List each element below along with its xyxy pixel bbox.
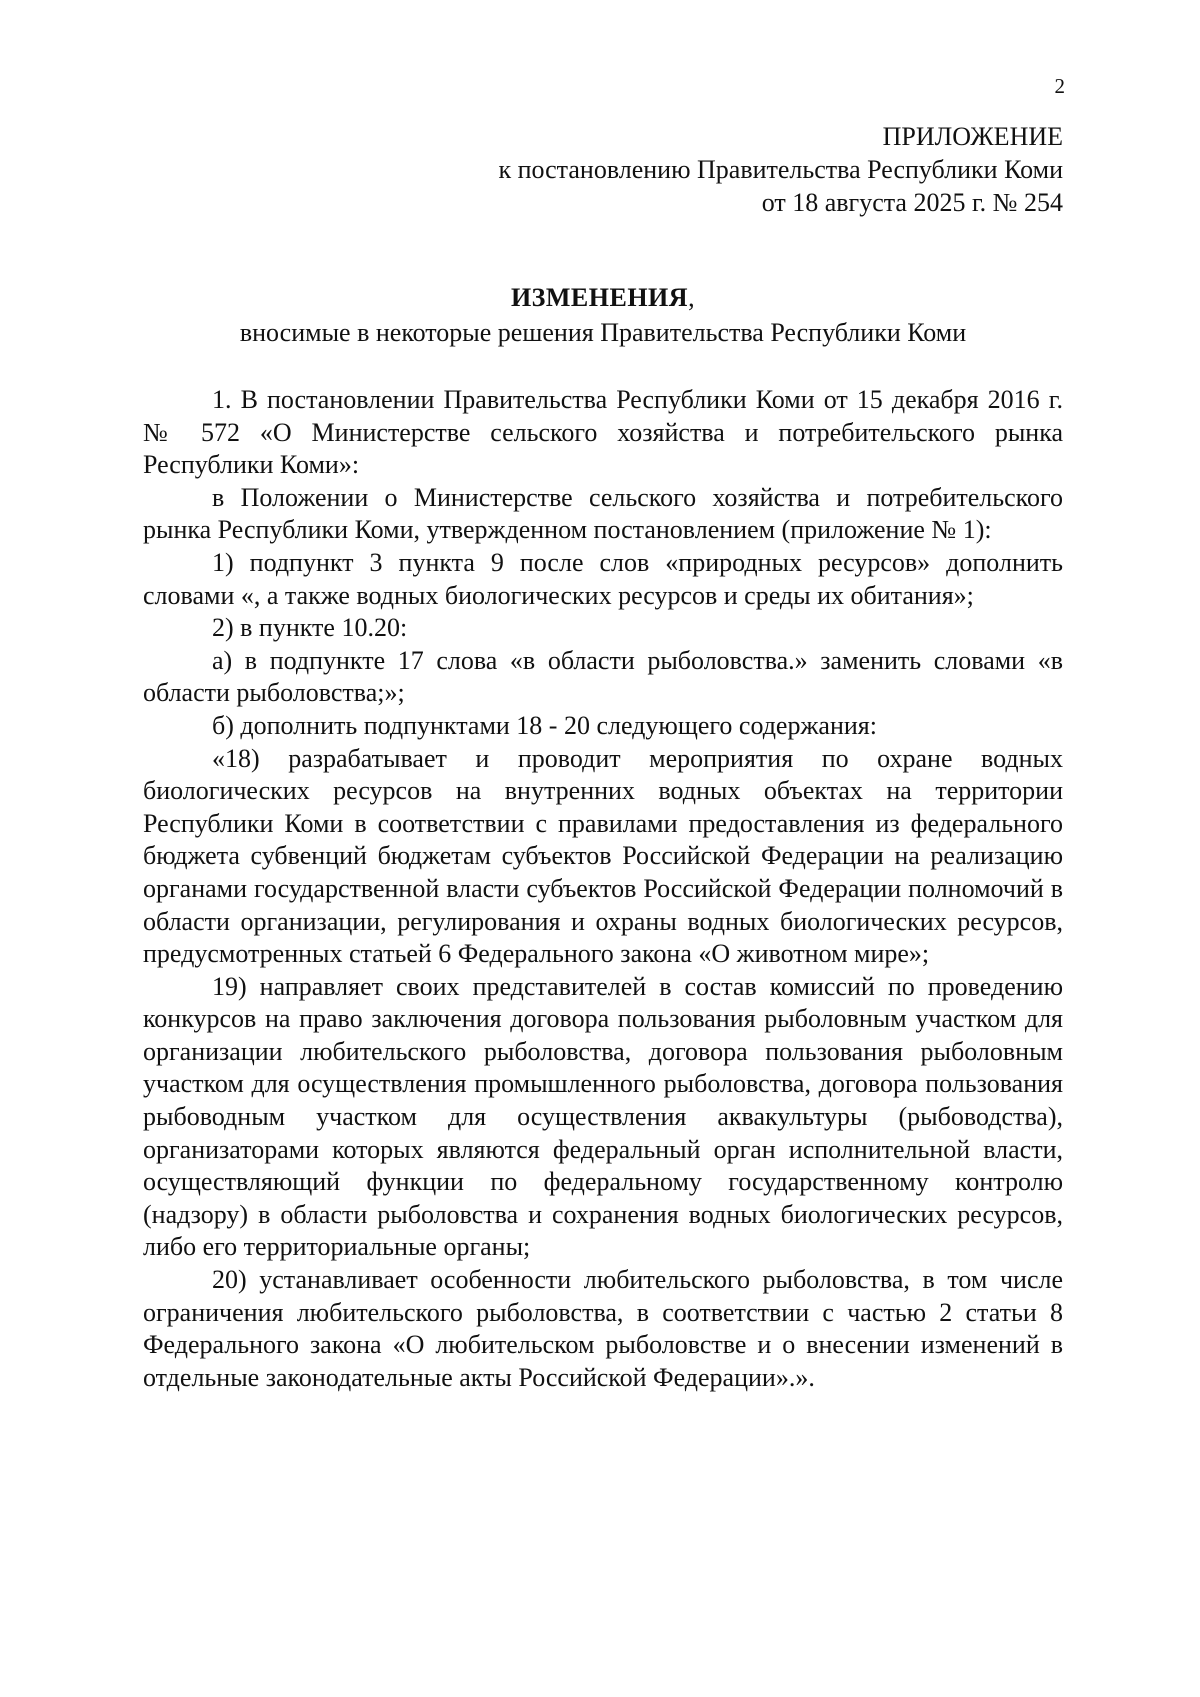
paragraph-9: 20) устанавливает особенности любительского рыболовства, в том числе ограничения любительского рыболовства, в соответствии с частью 2 статьи 8 Федерального закона «О любительском рыболовстве и о внесении изменений в отдельные законодательные акты Российской Федерации».». bbox=[143, 1265, 1063, 1392]
paragraph-3: 1) подпункт 3 пункта 9 после слов «природных ресурсов» дополнить словами «, а также водных биологических ресурсов и среды их обитания»; bbox=[143, 547, 1063, 610]
document-subtitle: вносимые в некоторые решения Правительства Республики Коми bbox=[239, 318, 967, 347]
paragraph-2: в Положении о Министерстве сельского хозяйства и потребительского рынка Республики Коми, утвержденном постановлением (приложение № 1): bbox=[143, 482, 1063, 545]
appendix-title: ПРИЛОЖЕНИЕ bbox=[882, 122, 1063, 151]
paragraph-7: «18) разрабатывает и проводит мероприятия по охране водных биологических ресурсов на внутренних водных объектах на территории Республики Коми в соответствии с правилами предоставления из федерального бюджета субвенций бюджетам субъектов Российской Федерации на реализацию органами государственной власти субъектов Российской Федерации полномочий в области организации, регулирования и охраны водных биологических ресурсов, предусмотренных статьей 6 Федерального закона «О животном мире»; bbox=[143, 743, 1063, 969]
paragraph-4: 2) в пункте 10.20: bbox=[212, 613, 408, 643]
paragraph-5: а) в подпункте 17 слова «в области рыболовства.» заменить словами «в области рыболовства;»; bbox=[143, 645, 1063, 708]
document-title-block bbox=[143, 281, 1063, 349]
appendix-date-number: от 18 августа 2025 г. № 254 bbox=[761, 188, 1063, 217]
document-title bbox=[143, 281, 1063, 314]
page-number: 2 bbox=[1054, 74, 1065, 98]
paragraph-8: 19) направляет своих представителей в состав комиссий по проведению конкурсов на право заключения договора пользования рыболовным участком для организации любительского рыболовства, договора пользования рыболовным участком для осуществления промышленного рыболовства, договора пользования рыбоводным участком для осуществления аквакультуры (рыбоводства), организаторами которых являются федеральный орган исполнительной власти, осуществляющий функции по федеральному государственному контролю (надзору) в области рыболовства и сохранения водных биологических ресурсов, либо его территориальные органы; bbox=[143, 971, 1063, 1262]
appendix-reference: к постановлению Правительства Республики Коми bbox=[498, 155, 1063, 184]
paragraph-6: б) дополнить подпунктами 18 - 20 следующего содержания: bbox=[212, 710, 877, 740]
document-title-comma: , bbox=[688, 283, 696, 312]
paragraph-1: 1. В постановлении Правительства Республики Коми от 15 декабря 2016 г. № 572 «О Министерстве сельского хозяйства и потребительского рынка Республики Коми»: bbox=[143, 385, 1063, 480]
document-title-text: ИЗМЕНЕНИЯ bbox=[510, 283, 689, 312]
appendix-header bbox=[363, 120, 1063, 219]
document-body bbox=[143, 384, 1063, 1394]
